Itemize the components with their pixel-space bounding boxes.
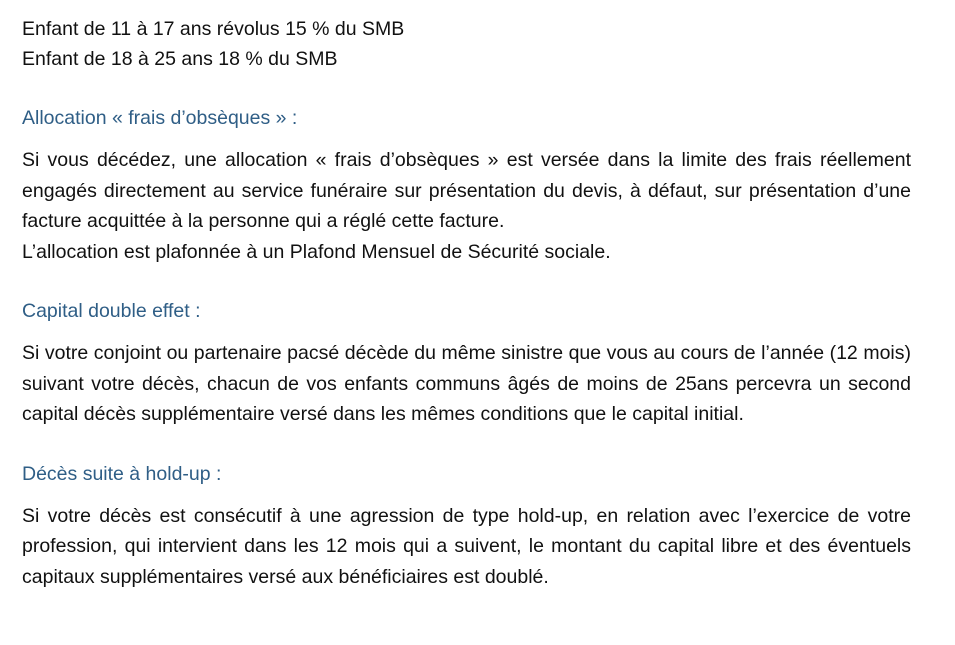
section-body-frais-obseques-plafond: L’allocation est plafonnée à un Plafond Mensuel de Sécurité sociale.: [22, 240, 611, 263]
section-heading-capital-double-effet: Capital double effet :: [22, 300, 201, 322]
document-page: [22, 14, 911, 592]
spacer: [22, 74, 911, 103]
intro-line-2: Enfant de 18 à 25 ans 18 % du SMB: [22, 48, 338, 70]
spacer: [22, 133, 911, 145]
spacer: [22, 430, 911, 459]
intro-line-1: Enfant de 11 à 17 ans révolus 15 % du SMB: [22, 18, 405, 40]
spacer: [22, 267, 911, 296]
section-heading-hold-up: Décès suite à hold-up :: [22, 462, 222, 485]
section-body-hold-up: Si votre décès est consécutif à une agression de type hold-up, en relation avec l’exercice de votre profession, qui intervient dans les 12 mois qui a suivent, le montant du capital libre et des éventuels capitaux supplémentaires versé aux bénéficiaires est doublé.: [22, 504, 911, 588]
section-body-frais-obseques: Si vous décédez, une allocation « frais d’obsèques » est versée dans la limite des frais réellement engagés directement au service funéraire sur présentation du devis, à défaut, sur présentation d’une facture acquittée à la personne qui a réglé cette facture.: [22, 149, 911, 232]
spacer: [22, 326, 911, 338]
section-heading-frais-obseques: Allocation « frais d’obsèques » :: [22, 107, 298, 129]
section-body-capital-double-effet: Si votre conjoint ou partenaire pacsé décède du même sinistre que vous au cours de l’année (12 mois) suivant votre décès, chacun de vos enfants communs âgés de moins de 25ans percevra un second capital décès supplémentaire versé dans les mêmes conditions que le capital initial.: [22, 342, 911, 425]
spacer: [22, 489, 911, 501]
